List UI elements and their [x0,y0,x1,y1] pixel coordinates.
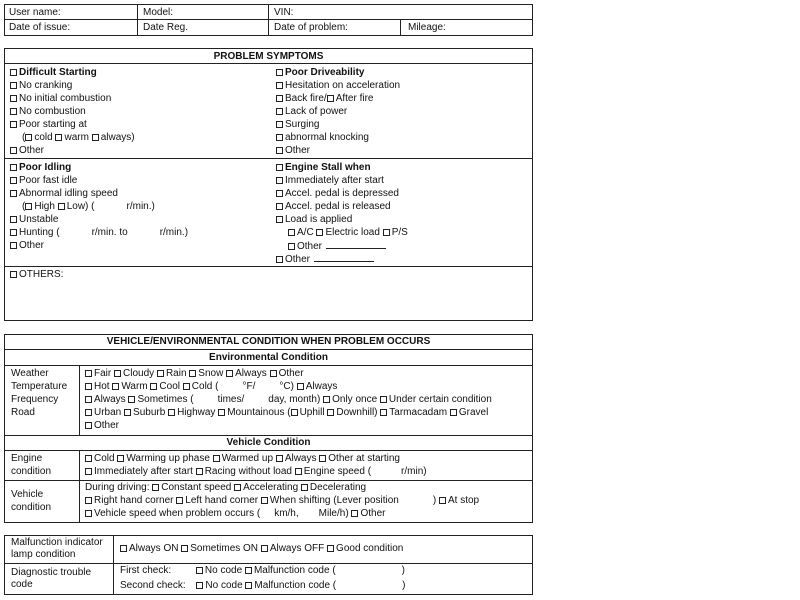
checkbox-icon[interactable] [276,164,283,171]
malfunction-divider [4,563,533,564]
env-condition-title: Environmental Condition [209,352,328,363]
surging-option[interactable]: Surging [276,119,319,131]
checkbox-icon[interactable] [276,147,283,154]
env-end-line [4,435,533,436]
symptoms-divider [4,266,533,267]
vehicle-options-row3: Vehicle speed when problem occurs ( km/h, Mile/h) Other [85,508,385,520]
checkbox-icon[interactable] [117,455,124,462]
hesitation-option[interactable]: Hesitation on acceleration [276,80,400,92]
checkbox-icon[interactable] [380,409,387,416]
checkbox-icon[interactable] [10,147,17,154]
checkbox-icon[interactable] [25,203,32,210]
checkbox-icon[interactable] [319,455,326,462]
diagnostic-label: Diagnostic trouble [11,567,92,578]
checkbox-icon[interactable] [157,370,164,377]
checkbox-icon[interactable] [276,95,283,102]
env-title-line [4,349,533,350]
mileage-field[interactable]: Mileage: [408,22,446,33]
malfunction-label: Malfunction indicator [11,537,103,548]
checkbox-icon[interactable] [196,582,203,589]
checkbox-icon[interactable] [295,468,302,475]
accel-depressed-option[interactable]: Accel. pedal is depressed [276,188,399,200]
checkbox-icon[interactable] [181,545,188,552]
checkbox-icon[interactable] [85,497,92,504]
road-options: Urban Suburb Highway Mountainous ( Uphill Downhill) Tarmacadam Gravel [85,407,488,419]
load-sub-other[interactable]: Other [288,240,386,253]
checkbox-icon[interactable] [10,190,17,197]
engine-condition-label: Engine [11,453,43,464]
vehicle-options-row1: During driving: Constant speed Accelerating Decelerating [85,482,367,493]
engine-options-row1: Cold Warming up phase Warmed up Always Other at starting [85,453,400,465]
checkbox-icon[interactable] [10,164,17,171]
back-fire-option[interactable]: Back fire/ After fire [276,93,373,105]
difficult-starting-title[interactable]: Difficult Starting [10,67,97,79]
idling-other[interactable]: Other [10,240,44,252]
lack-of-power-option[interactable]: Lack of power [276,106,347,118]
checkbox-icon[interactable] [276,108,283,115]
checkbox-icon[interactable] [276,82,283,89]
checkbox-icon[interactable] [183,383,190,390]
temperature-label: Temperature [11,381,68,392]
checkbox-icon[interactable] [152,484,159,491]
difficult-starting-other[interactable]: Other [10,145,44,157]
checkbox-icon[interactable] [380,396,387,403]
blank-line[interactable] [314,253,374,262]
poor-starting-option[interactable]: Poor starting at [10,119,87,131]
env-header-line [4,365,533,366]
poor-driveability-title[interactable]: Poor Driveability [276,67,364,79]
checkbox-icon[interactable] [168,409,175,416]
abnormal-knocking-option[interactable]: abnormal knocking [276,132,369,144]
checkbox-icon[interactable] [218,409,225,416]
checkbox-icon[interactable] [85,468,92,475]
symptoms-divider [4,158,533,159]
checkbox-icon[interactable] [327,95,334,102]
engine-condition-label: condition [11,466,52,477]
checkbox-icon[interactable] [276,455,283,462]
idling-speed-suboptions: ( High Low) ( r/min.) [22,201,155,212]
checkbox-icon[interactable] [383,229,390,236]
checkbox-icon[interactable] [10,242,17,249]
header-col-line [400,19,401,36]
header-col-line [268,19,269,36]
checkbox-icon[interactable] [120,545,127,552]
road-other[interactable]: Other [85,420,119,432]
checkbox-icon[interactable] [58,203,65,210]
vehicle-condition-label: Vehicle [11,489,44,500]
no-cranking-option[interactable]: No cranking [10,80,72,92]
checkbox-icon[interactable] [10,271,17,278]
checkbox-icon[interactable] [10,177,17,184]
checkbox-icon[interactable] [327,545,334,552]
first-check-row: First check: No code Malfunction code ( ) [120,565,405,576]
checkbox-icon[interactable] [261,545,268,552]
engine-stall-other[interactable]: Other [276,253,374,266]
checkbox-icon[interactable] [245,567,252,574]
checkbox-icon[interactable] [189,370,196,377]
checkbox-icon[interactable] [196,567,203,574]
checkbox-icon[interactable] [114,370,121,377]
checkbox-icon[interactable] [291,409,298,416]
hunting-option[interactable]: Hunting ( r/min. to r/min.) [10,227,188,239]
checkbox-icon[interactable] [10,216,17,223]
checkbox-icon[interactable] [124,409,131,416]
checkbox-icon[interactable] [270,370,277,377]
diagnostic-label: code [11,579,33,590]
no-initial-combustion-option[interactable]: No initial combustion [10,93,111,105]
checkbox-icon[interactable] [85,455,92,462]
env-label-col-line [79,365,80,435]
accel-released-option[interactable]: Accel. pedal is released [276,201,391,213]
veh-divider [4,480,533,481]
checkbox-icon[interactable] [288,229,295,236]
checkbox-icon[interactable] [276,190,283,197]
symptoms-title-line [4,63,533,64]
veh-label-col-line [79,450,80,523]
checkbox-icon[interactable] [10,108,17,115]
checkbox-icon[interactable] [323,396,330,403]
checkbox-icon[interactable] [276,121,283,128]
checkbox-icon[interactable] [10,229,17,236]
blank-line[interactable] [326,240,386,249]
checkbox-icon[interactable] [55,134,62,141]
checkbox-icon[interactable] [288,243,295,250]
checkbox-icon[interactable] [85,409,92,416]
vehicle-condition-title: Vehicle Condition [226,437,311,448]
malfunction-label: lamp condition [11,549,76,560]
engine-options-row2: Immediately after start Racing without load Engine speed ( r/min) [85,466,427,478]
immediately-after-start-option[interactable]: Immediately after start [276,175,384,187]
vehicle-condition-label: condition [11,502,52,513]
checkbox-icon[interactable] [85,370,92,377]
checkbox-icon[interactable] [85,510,92,517]
checkbox-icon[interactable] [128,396,135,403]
checkbox-icon[interactable] [10,95,17,102]
checkbox-icon[interactable] [301,484,308,491]
load-suboptions: A/C Electric load P/S [288,227,408,239]
date-of-issue-field[interactable]: Date of issue: [9,22,71,33]
weather-options: Fair Cloudy Rain Snow Always Other [85,368,304,380]
driveability-other[interactable]: Other [276,145,310,157]
checkbox-icon[interactable] [276,203,283,210]
checkbox-icon[interactable] [226,370,233,377]
checkbox-icon[interactable] [297,383,304,390]
checkbox-icon[interactable] [327,409,334,416]
checkbox-icon[interactable] [261,497,268,504]
checkbox-icon[interactable] [150,383,157,390]
checkbox-icon[interactable] [10,121,17,128]
road-label: Road [11,407,35,418]
checkbox-icon[interactable] [196,468,203,475]
malfunction-label-col-line [113,535,114,595]
checkbox-icon[interactable] [10,82,17,89]
checkbox-icon[interactable] [276,256,283,263]
checkbox-icon[interactable] [85,383,92,390]
model-field[interactable]: Model: [143,7,174,18]
checkbox-icon[interactable] [176,497,183,504]
header-col-line [268,4,269,20]
checkbox-icon[interactable] [316,229,323,236]
checkbox-icon[interactable] [276,177,283,184]
checkbox-icon[interactable] [450,409,457,416]
frequency-options: Always Sometimes ( times/ day, month) Only once Under certain condition [85,394,492,406]
checkbox-icon[interactable] [234,484,241,491]
checkbox-icon[interactable] [92,134,99,141]
checkbox-icon[interactable] [85,422,92,429]
unstable-option[interactable]: Unstable [10,214,58,226]
checkbox-icon[interactable] [213,455,220,462]
checkbox-icon[interactable] [276,216,283,223]
checkbox-icon[interactable] [112,383,119,390]
poor-fast-idle-option[interactable]: Poor fast idle [10,175,77,187]
abnormal-idling-option[interactable]: Abnormal idling speed [10,188,118,200]
vehicle-env-title: VEHICLE/ENVIRONMENTAL CONDITION WHEN PROBLEM OCCURS [106,336,431,347]
checkbox-icon[interactable] [85,396,92,403]
date-of-problem-field[interactable]: Date of problem: [274,22,348,33]
header-col-line [137,4,138,36]
vin-field[interactable]: VIN: [274,7,294,18]
poor-starting-suboptions: ( cold warm always) [22,132,135,143]
second-check-row: Second check: No code Malfunction code ( ) [120,580,406,591]
date-reg-field[interactable]: Date Reg. [143,22,189,33]
frequency-label: Frequency [11,394,59,405]
temperature-options: Hot Warm Cool Cold ( °F/ °C) Always [85,381,337,393]
checkbox-icon[interactable] [25,134,32,141]
checkbox-icon[interactable] [276,69,283,76]
symptoms-box [4,48,533,321]
checkbox-icon[interactable] [10,69,17,76]
checkbox-icon[interactable] [439,497,446,504]
load-applied-option[interactable]: Load is applied [276,214,352,226]
engine-stall-title[interactable]: Engine Stall when [276,162,371,174]
vehicle-options-row2: Right hand corner Left hand corner When shifting (Lever position ) At stop [85,495,479,507]
veh-header-line [4,450,533,451]
symptoms-title: PROBLEM SYMPTOMS [213,51,324,62]
user-name-field[interactable]: User name: [9,7,61,18]
checkbox-icon[interactable] [351,510,358,517]
checkbox-icon[interactable] [276,134,283,141]
no-combustion-option[interactable]: No combustion [10,106,86,118]
poor-idling-title[interactable]: Poor Idling [10,162,71,174]
malfunction-options: Always ON Sometimes ON Always OFF Good condition [120,543,403,555]
others-option[interactable]: OTHERS: [10,269,63,281]
checkbox-icon[interactable] [245,582,252,589]
weather-label: Weather [11,368,49,379]
